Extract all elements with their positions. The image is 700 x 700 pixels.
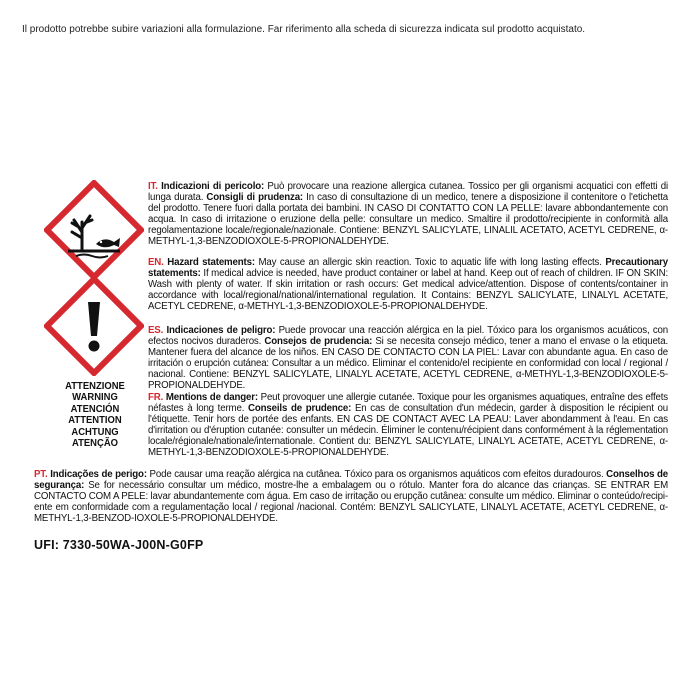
hazard-label: Indicações de perigo:: [50, 469, 147, 480]
hazard-label: Mentions de danger:: [165, 392, 258, 403]
precaution-text: In caso di consultazione di un medico, tenere a disposizione il contenitore o l'etichetta del prodotto. Tenere fuori dalla portata dei bambini. IN CASO DI CONTATTO CON LA PELLE: lavare abbondantemente con acqua. In caso di irritazione o eruzione della pelle: consultare un medico. Smaltire il prodotto/recipiente in conformità alla regolamentazione locale/regionale/nazionale. Contiene: BENZYL SALICYLATE, LINALIL ACETATO, ACETYL CEDRENE, α-METHYL-1,3-BENZODIOXOLE-5-PROPIONALDEHYDE.: [148, 191, 668, 247]
precaution-text: Se for necessário consultar um médico, mostre-lhe a embalagem ou o rótulo. Manter fora do alcance das crianças. SE ENTRAR EM CONTACTO COM A PELE: lavar abundantemente com água. Em caso de irritação ou erupção cutânea: consulte um médico. Eliminar o conteúdo/recipi- ente em conformidade com a regulamentação local / regional /nacional. Contém: BENZYL SALICYLATE, LINALYL ACETATE, ACETYL CEDRENE, α-METHYL-1,3-BENZOD-IOXOLE-5-PROPIONALDEHYDE.: [34, 479, 668, 524]
precaution-label: Conseils de prudence:: [248, 402, 352, 414]
hazard-label: Indicaciones de peligro:: [166, 325, 276, 336]
section-en: [148, 258, 668, 313]
lang-code: IT.: [148, 181, 158, 192]
hazard-text: May cause an allergic skin reaction. Toxic to aquatic life with long lasting effects.: [254, 257, 606, 268]
hazard-text: Può provocare una reazione allergica cutanea. Tossico per gli organismi acquatici con effetti di lunga durata.: [148, 181, 668, 203]
section-pt: [34, 470, 668, 525]
signal-words: [50, 381, 140, 449]
precaution-label: Consigli di prudenza:: [206, 191, 304, 203]
signal-word-en: WARNING: [72, 391, 118, 404]
precaution-label: Consejos de prudencia:: [264, 335, 373, 347]
signal-word-pt: ATENÇÃO: [71, 437, 119, 450]
lang-code: FR.: [148, 392, 164, 403]
precaution-text: If medical advice is needed, have product container or label at hand. Keep out of reach of children. IF ON SKIN: Wash with plenty of water. If skin irritation or rash occurs: Get medical advice/attention. Dispose of contents/container in accordance with local/regional/national/international regulation. It Contains: BENZYL SALICYLATE, LINALYL ACETATE, ACETYL CEDRENE, α-METHYL-1,3-BENZODIOXOLE-5-PROPIONALDEHYDE.: [148, 267, 668, 312]
signal-word-it: ATTENZIONE: [65, 380, 125, 392]
exclamation-mark-icon: [44, 276, 144, 376]
signal-word-de: ACHTUNG: [71, 425, 119, 438]
lang-code: PT.: [34, 469, 48, 480]
signal-word-es: ATENCIÓN: [70, 402, 120, 415]
lang-code: EN.: [148, 257, 164, 268]
hazard-text: Puede provocar una reacción alérgica en la piel. Tóxico para los organismos acuáticos, con efectos nocivos duraderos.: [148, 325, 668, 347]
hazard-label: Hazard statements:: [167, 257, 255, 268]
signal-word-fr: ATTENTION: [68, 414, 122, 427]
precaution-label: Conselhos de segurança:: [34, 469, 668, 491]
lang-code: ES.: [148, 325, 164, 336]
ufi-code: UFI: 7330-50WA-J00N-G0FP: [34, 538, 204, 552]
hazard-label: Indicazioni di pericolo:: [161, 181, 265, 192]
section-it: [148, 182, 668, 247]
precaution-text: Si se necesita consejo médico, tener a mano el envase o la etiqueta. Mantener fuera del alcance de los niños. EN CASO DE CONTACTO CON LA PIEL: Lavar con abundante agua. En caso de irritación o erupción cutánea: Consultar a un médico. Eliminar el contenido/el recipiente en conformidad con local / regional / nacional. Contiene: BENZYL SALICYLATE, LINALYL ACETATE, ACETYL CEDRENE, α-METHYL-1,3-BENZODIOXOLE-5-PROPIONALDEHYDE.: [148, 335, 669, 391]
section-fr: [148, 393, 668, 458]
hazard-text: Pode causar uma reação alérgica na cutânea. Tóxico para os organismos aquáticos com efeitos duradouros.: [146, 469, 607, 480]
section-es: [148, 326, 668, 391]
precaution-text: En cas de consultation d'un médecin, garder à disposition le récipient ou l'étiquette. Tenir hors de portée des enfants. EN CAS DE CONTACT AVEC LA PEAU: Laver abondamment à l'eau. En cas d'irritation ou d'éruption cutanée: consulter un médecin. Éliminer le contenu/récipient dans conformément à la réglementation locale/régionale/nationale/internationale. Contient du: BENZYL SALICYLATE, LINALYL ACETATE, ACETYL CEDRENE, α-METHYL-1,3-BENZODIOXOLE-5-PROPIONALDEHYDE.: [148, 402, 668, 458]
formulation-disclaimer: Il prodotto potrebbe subire variazioni alla formulazione. Far riferimento alla scheda di sicurezza indicata sul prodotto acquistato.: [22, 24, 586, 35]
precaution-label: Precautionary statements:: [148, 257, 669, 279]
environment-hazard-icon: [44, 180, 144, 280]
hazard-text: Peut provoquer une allergie cutanée. Toxique pour les organismes aquatiques, entraîne des effets néfastes à long terme.: [148, 392, 668, 414]
